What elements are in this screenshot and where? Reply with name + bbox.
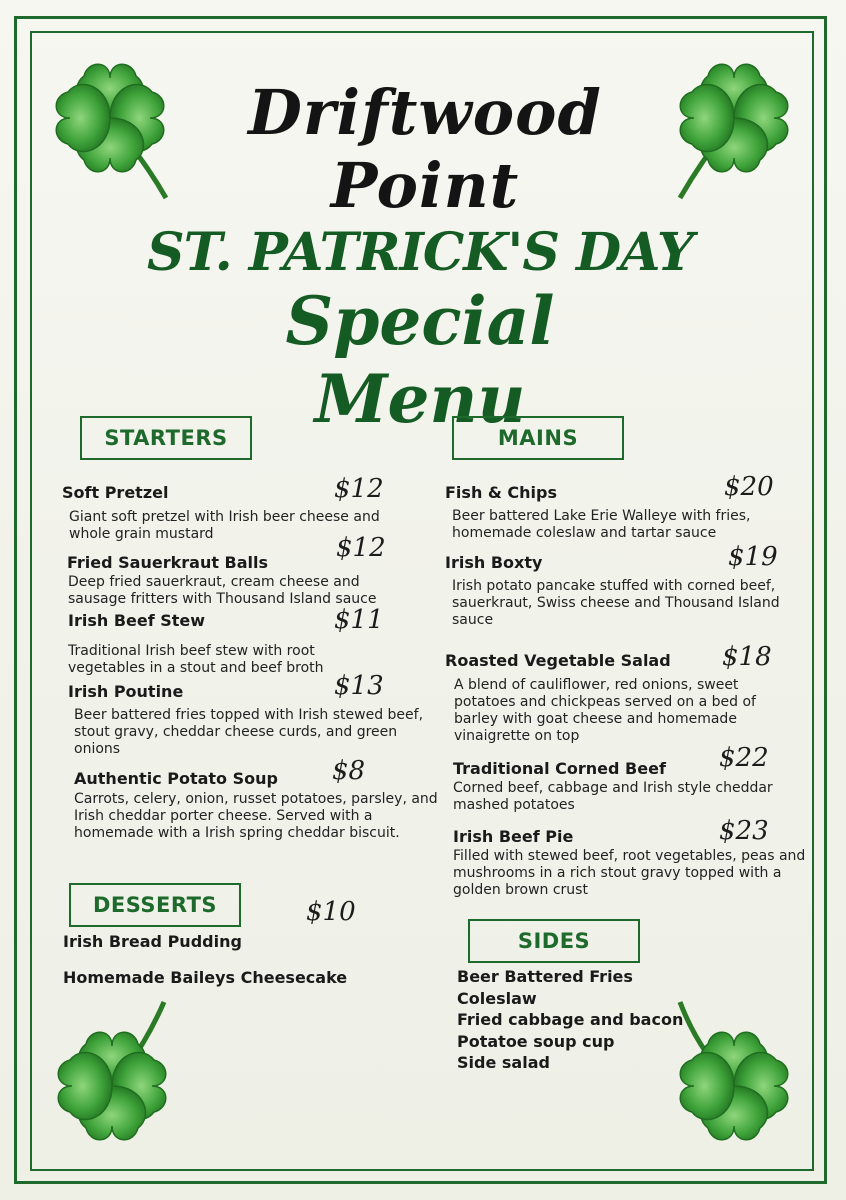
- menu-item-description: Deep fried sauerkraut, cream cheese and sausage fritters with Thousand Island sauce: [68, 574, 377, 607]
- desserts-price: $10: [306, 897, 356, 927]
- menu-item-name: Fried Sauerkraut Balls: [67, 553, 269, 572]
- menu-item-price: $20: [724, 472, 774, 502]
- dessert-item: Homemade Baileys Cheesecake: [63, 968, 348, 987]
- menu-item-description: Traditional Irish beef stew with root vegetables in a stout and beef broth: [68, 643, 324, 676]
- menu-item-description: Filled with stewed beef, root vegetables, peas and mushrooms in a rich stout gravy topped with a golden brown crust: [453, 848, 806, 898]
- menu-item-price: $22: [719, 743, 769, 773]
- menu-item-price: $23: [719, 816, 769, 846]
- menu-item-description: A blend of cauliflower, red onions, sweet potatoes and chickpeas served on a bed of barley with goat cheese and homemade vinaigrette on top: [454, 677, 756, 744]
- menu-item-description: Irish potato pancake stuffed with corned beef, sauerkraut, Swiss cheese and Thousand Island sauce: [452, 578, 780, 628]
- starters-heading: STARTERS: [80, 416, 252, 460]
- menu-item-name: Roasted Vegetable Salad: [445, 651, 671, 670]
- restaurant-name: Driftwood Point: [248, 76, 602, 222]
- menu-item-description: Giant soft pretzel with Irish beer cheese and whole grain mustard: [69, 509, 380, 542]
- four-leaf-clover-icon: [48, 48, 178, 203]
- menu-item-name: Soft Pretzel: [62, 483, 169, 502]
- menu-item-description: Corned beef, cabbage and Irish style cheddar mashed potatoes: [453, 780, 773, 813]
- four-leaf-clover-icon: [668, 1000, 798, 1155]
- menu-item-price: $13: [334, 671, 384, 701]
- dessert-item: Irish Bread Pudding: [63, 932, 242, 951]
- menu-item-price: $12: [336, 533, 386, 563]
- side-item: Potatoe soup cup: [457, 1031, 615, 1051]
- desserts-heading: DESSERTS: [69, 883, 241, 927]
- menu-item-name: Fish & Chips: [445, 483, 558, 502]
- menu-item-description: Beer battered Lake Erie Walleye with fries, homemade coleslaw and tartar sauce: [452, 508, 751, 541]
- mains-heading: MAINS: [452, 416, 624, 460]
- side-item: Beer Battered Fries: [457, 967, 633, 986]
- side-item: Side salad: [457, 1053, 550, 1072]
- menu-item-price: $12: [334, 474, 384, 504]
- menu-item-price: $8: [332, 756, 366, 786]
- menu-item-price: $11: [334, 605, 384, 635]
- menu-item-price: $19: [728, 542, 778, 572]
- sides-heading: SIDES: [468, 919, 640, 963]
- four-leaf-clover-icon: [668, 48, 798, 203]
- side-item: Coleslaw: [457, 988, 537, 1008]
- menu-item-description: Beer battered fries topped with Irish stewed beef, stout gravy, cheddar cheese curds, and green onions: [74, 707, 424, 757]
- menu-item-name: Irish Boxty: [445, 553, 543, 572]
- sides-list: [457, 966, 683, 1074]
- menu-item-name: Irish Beef Pie: [453, 827, 574, 846]
- menu-item-name: Irish Beef Stew: [68, 611, 206, 630]
- menu-item-name: Authentic Potato Soup: [74, 769, 278, 788]
- menu-title-line-2: Special Menu: [285, 282, 555, 438]
- menu-item-price: $18: [722, 642, 772, 672]
- side-item: Fried cabbage and bacon: [457, 1010, 684, 1029]
- menu-item-name: Irish Poutine: [68, 682, 184, 701]
- menu-title-line-1: ST. PATRICK'S DAY: [147, 222, 693, 283]
- menu-item-name: Traditional Corned Beef: [453, 759, 666, 778]
- four-leaf-clover-icon: [48, 1000, 178, 1155]
- menu-item-description: Carrots, celery, onion, russet potatoes, parsley, and Irish cheddar porter cheese. Served with a homemade with a Irish spring cheddar biscuit.: [74, 791, 438, 841]
